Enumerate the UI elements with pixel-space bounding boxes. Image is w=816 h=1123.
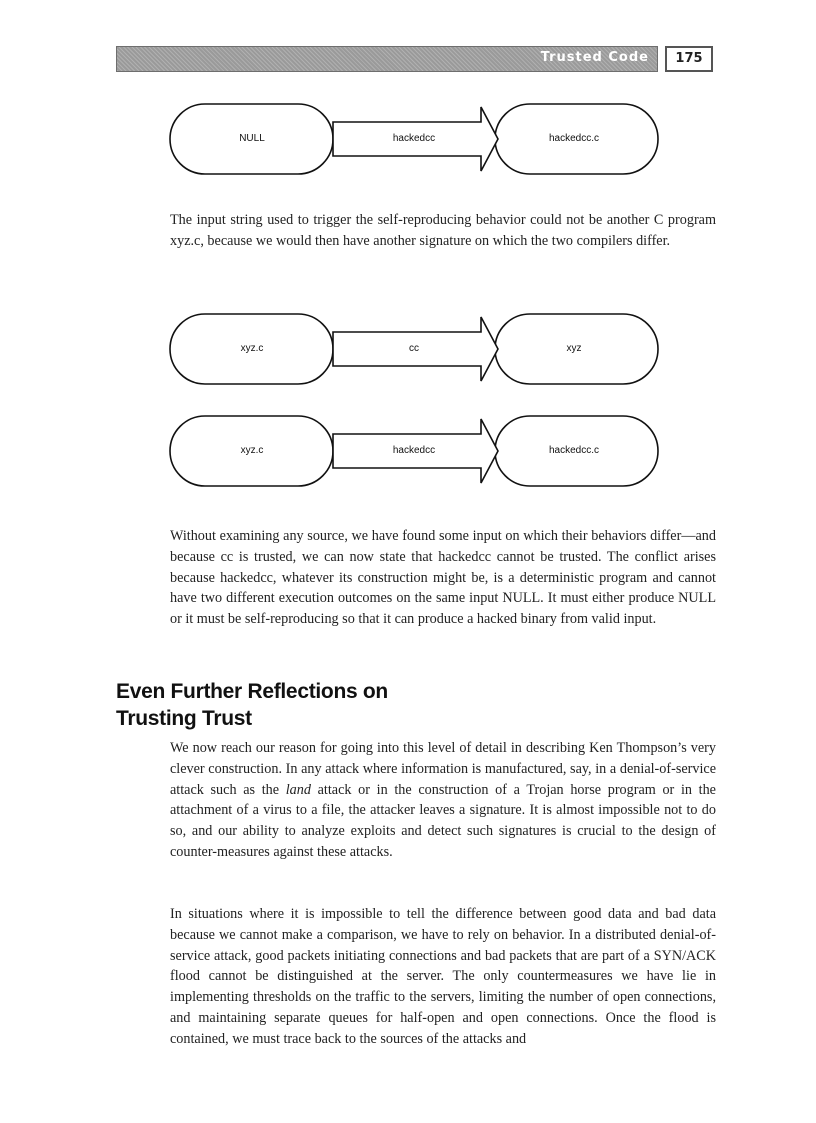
program-label: hackedcc [392, 133, 436, 144]
paragraph-2: Without examining any source, we have found some input on which their behaviors differ—and because cc is trusted, we can now state that hackedcc cannot be trusted. The conflict arises because hackedcc, whatever its construction might be, is a deterministic program and cannot have two different execution outcomes on the same input NULL. It must either produce NULL or it must be self-reproducing so that it can produce a hacked binary from valid input. [170, 528, 716, 628]
paragraph-4: In situations where it is impossible to tell the difference between good data and bad data because we cannot make a comparison, we have to rely on behavior. In a distributed denial-of-service attack, good packets initiating connections and bad packets that are part of a SYN/ACK flood cannot be distinguished at the server. The only countermeasures we have lie in implementing thresholds on the traffic to the servers, limiting the number of open connections, and maintaining separate queues for half-open and open connections. Once the flood is contained, we must trace back to the sources of the attacks and [170, 906, 716, 1047]
output-label: xyz [566, 343, 582, 354]
output-label: hackedcc.c [548, 133, 600, 144]
paragraph-3-italic-term: land [285, 781, 311, 798]
paragraph-3 [170, 738, 716, 863]
running-title: Trusted Code [540, 50, 649, 65]
input-label: xyz.c [240, 445, 264, 456]
paragraph-1: The input string used to trigger the self-reproducing behavior could not be another C program xyz.c, because we would then have another signature on which the two compilers differ. [170, 212, 716, 249]
page-number: 175 [665, 46, 713, 72]
input-label: xyz.c [240, 343, 264, 354]
running-header-bar [116, 46, 658, 72]
input-label: NULL [239, 133, 265, 144]
program-label: hackedcc [392, 445, 436, 456]
paragraph-3-text-a: We now reach our reason for going into this level of detail in describing Ken Thompson’s very clever construction. In any attack where information is manufactured, say, in a denial-of-service attack such as the [170, 740, 716, 798]
diagram-xyz-cc [168, 312, 660, 386]
section-heading-line-2: Trusting Trust [116, 707, 252, 730]
section-heading [116, 678, 676, 732]
program-label: cc [409, 343, 419, 354]
diagram-xyz-hackedcc [168, 414, 660, 488]
section-heading-line-1: Even Further Reflections on [116, 680, 388, 703]
output-label: hackedcc.c [548, 445, 600, 456]
diagram-null-hackedcc [168, 102, 660, 176]
paragraph-3-text-b: attack or in the construction of a Trojan horse program or in the attachment of a virus to a file, the attacker leaves a signature. It is almost impossible not to do so, and our ability to analyze exploits and detect such signatures is crucial to the design of counter-measures against these attacks. [170, 781, 716, 860]
